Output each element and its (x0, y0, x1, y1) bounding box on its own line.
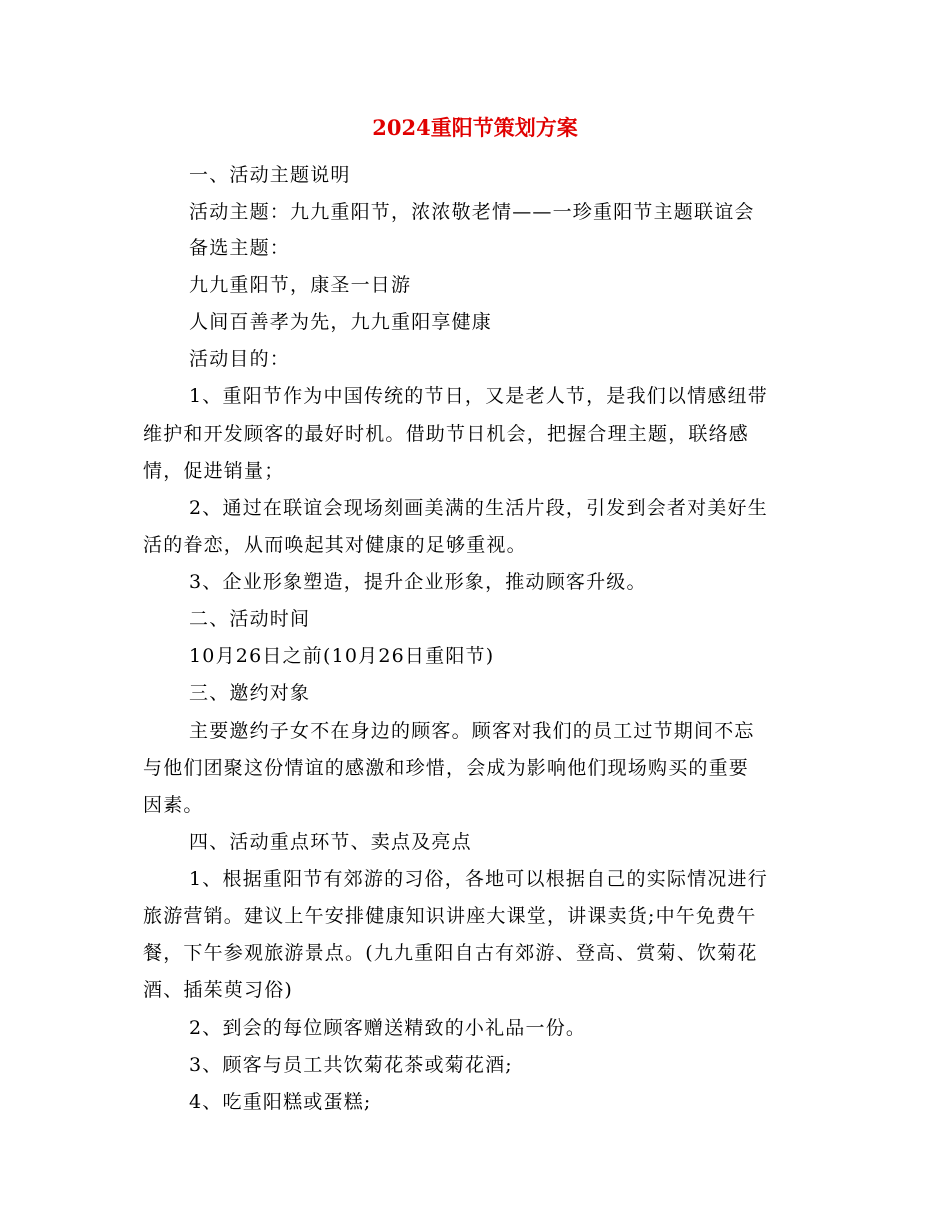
paragraph-line: 人间百善孝为先，九九重阳享健康 (189, 311, 493, 333)
paragraph-line: 1、根据重阳节有郊游的习俗，各地可以根据自己的实际情况进行 (189, 868, 768, 890)
paragraph-line: 旅游营销。建议上午安排健康知识讲座大课堂，讲课卖货;中午免费午 (143, 905, 757, 927)
paragraph-line: 2、通过在联谊会现场刻画美满的生活片段，引发到会者对美好生 (189, 497, 768, 519)
section-heading-highlights: 四、活动重点环节、卖点及亮点 (189, 831, 472, 853)
paragraph-line: 九九重阳节，康圣一日游 (189, 274, 412, 296)
paragraph-line: 酒、插茱萸习俗) (143, 979, 294, 1001)
section-heading-invitees: 三、邀约对象 (189, 682, 311, 704)
paragraph-line: 10月26日之前(10月26日重阳节) (189, 645, 495, 667)
paragraph-line: 活的眷恋，从而唤起其对健康的足够重视。 (143, 534, 527, 556)
paragraph-line: 1、重阳节作为中国传统的节日，又是老人节，是我们以情感纽带 (189, 385, 768, 407)
section-heading-time: 二、活动时间 (189, 608, 311, 630)
paragraph-line: 备选主题： (189, 237, 291, 259)
paragraph-line: 4、吃重阳糕或蛋糕; (189, 1091, 372, 1113)
paragraph-line: 活动目的： (189, 348, 291, 370)
section-heading-theme: 一、活动主题说明 (189, 164, 351, 186)
paragraph-line: 3、顾客与员工共饮菊花茶或菊花酒; (189, 1054, 513, 1076)
document-title: 2024重阳节策划方案 (372, 115, 578, 140)
paragraph-line: 3、企业形象塑造，提升企业形象，推动顾客升级。 (189, 571, 647, 593)
paragraph-line: 2、到会的每位顾客赠送精致的小礼品一份。 (189, 1017, 587, 1039)
paragraph-line: 情，促进销量； (143, 460, 285, 482)
paragraph-line: 主要邀约子女不在身边的顾客。顾客对我们的员工过节期间不忘 (189, 720, 755, 742)
paragraph-line: 与他们团聚这份情谊的感激和珍惜，会成为影响他们现场购买的重要 (143, 757, 750, 779)
paragraph-line: 因素。 (143, 794, 204, 816)
paragraph-line: 餐，下午参观旅游景点。(九九重阳自古有郊游、登高、赏菊、饮菊花 (143, 942, 758, 964)
paragraph-line: 活动主题：九九重阳节，浓浓敬老情——一珍重阳节主题联谊会 (189, 201, 755, 223)
paragraph-line: 维护和开发顾客的最好时机。借助节日机会，把握合理主题，联络感 (143, 423, 750, 445)
